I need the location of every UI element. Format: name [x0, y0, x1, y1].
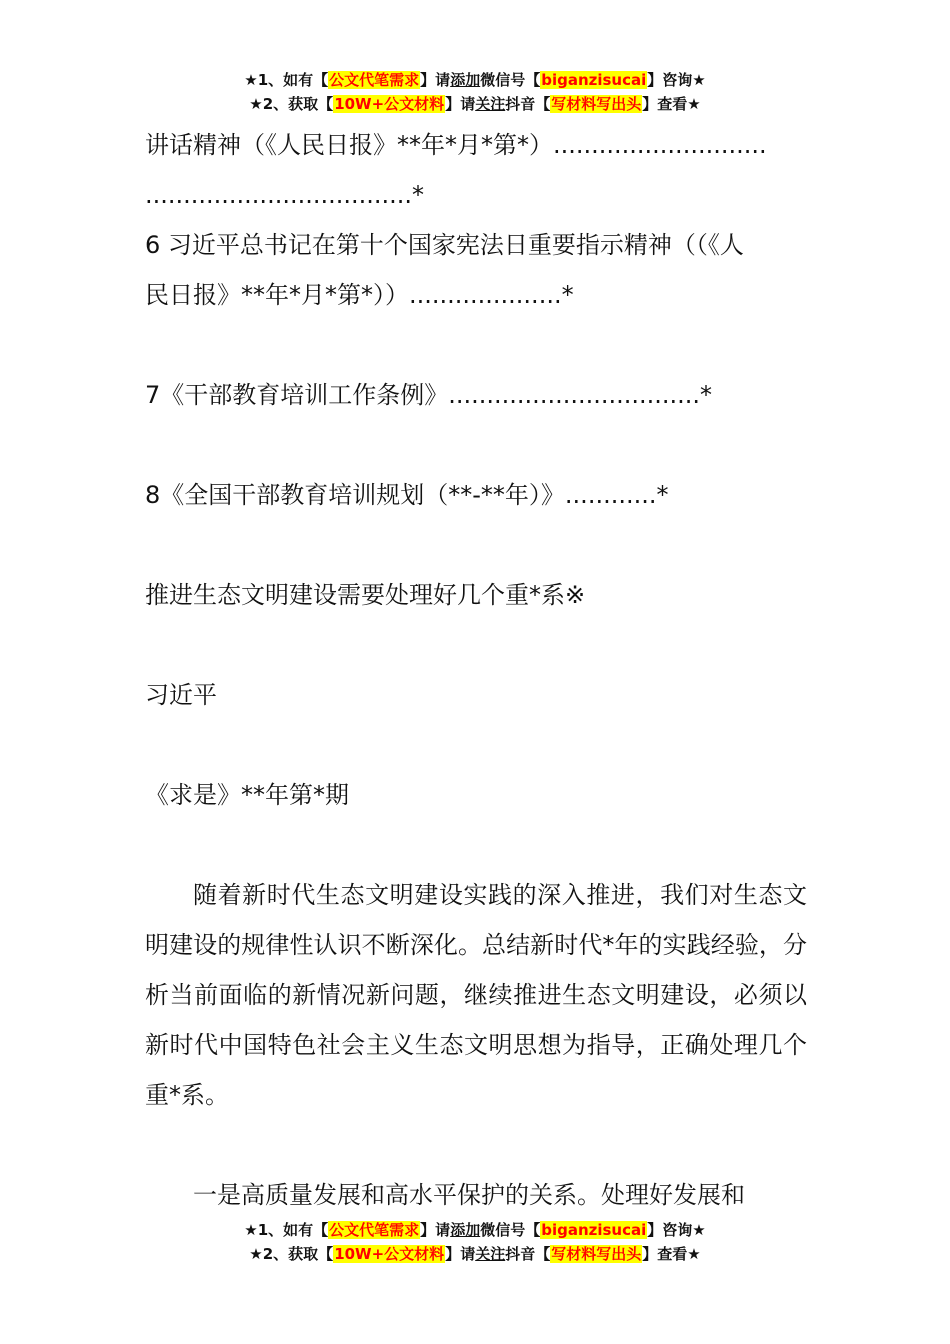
toc-item-5-line-2: ...................................*: [145, 181, 425, 209]
footer-banner-line-2: ★2、获取【10W+公文材料】请关注抖音【写材料写出头】查看★: [249, 1245, 701, 1263]
toc-item-5-line-1: 讲话精神（《人民日报》**年*月*第*）............................: [145, 131, 767, 159]
highlight-service: 公文代笔需求: [329, 71, 420, 89]
highlight-douyin-id: 写材料写出头: [551, 95, 642, 113]
document-body: [145, 120, 807, 1220]
toc-item-6-line-2: 民日报》**年*月*第*））....................*: [145, 281, 574, 309]
highlight-materials: 10W+公文材料: [334, 95, 445, 113]
highlight-wechat-id: biganzisucai: [541, 71, 647, 89]
header-banner: [0, 68, 950, 116]
toc-item-6-line-1: 6 习近平总书记在第十个国家宪法日重要指示精神（（《人: [145, 231, 744, 259]
banner-line-1: ★1、如有【公文代笔需求】请添加微信号【biganzisucai】咨询★: [244, 71, 706, 89]
banner-line-2: ★2、获取【10W+公文材料】请关注抖音【写材料写出头】查看★: [249, 95, 701, 113]
toc-item-8: 8《全国干部教育培训规划（**-**年）》............*: [145, 481, 669, 509]
article-paragraph-2: 一是高质量发展和高水平保护的关系。处理好发展和: [193, 1181, 745, 1209]
highlight-service: 公文代笔需求: [329, 1221, 420, 1239]
footer-banner: [0, 1218, 950, 1266]
highlight-wechat-id: biganzisucai: [541, 1221, 647, 1239]
highlight-materials: 10W+公文材料: [334, 1245, 445, 1263]
article-author: 习近平: [145, 681, 217, 709]
article-source: 《求是》**年第*期: [145, 781, 349, 809]
toc-item-7: 7《干部教育培训工作条例》.................................*: [145, 381, 713, 409]
highlight-douyin-id: 写材料写出头: [551, 1245, 642, 1263]
footer-banner-line-1: ★1、如有【公文代笔需求】请添加微信号【biganzisucai】咨询★: [244, 1221, 706, 1239]
article-paragraph-1: 随着新时代生态文明建设实践的深入推进，我们对生态文明建设的规律性认识不断深化。总结新时代*年的实践经验，分析当前面临的新情况新问题，继续推进生态文明建设，必须以新时代中国特色社会主义生态文明思想为指导，正确处理几个重*系。: [145, 881, 807, 1109]
article-title: 推进生态文明建设需要处理好几个重*系※: [145, 581, 586, 609]
